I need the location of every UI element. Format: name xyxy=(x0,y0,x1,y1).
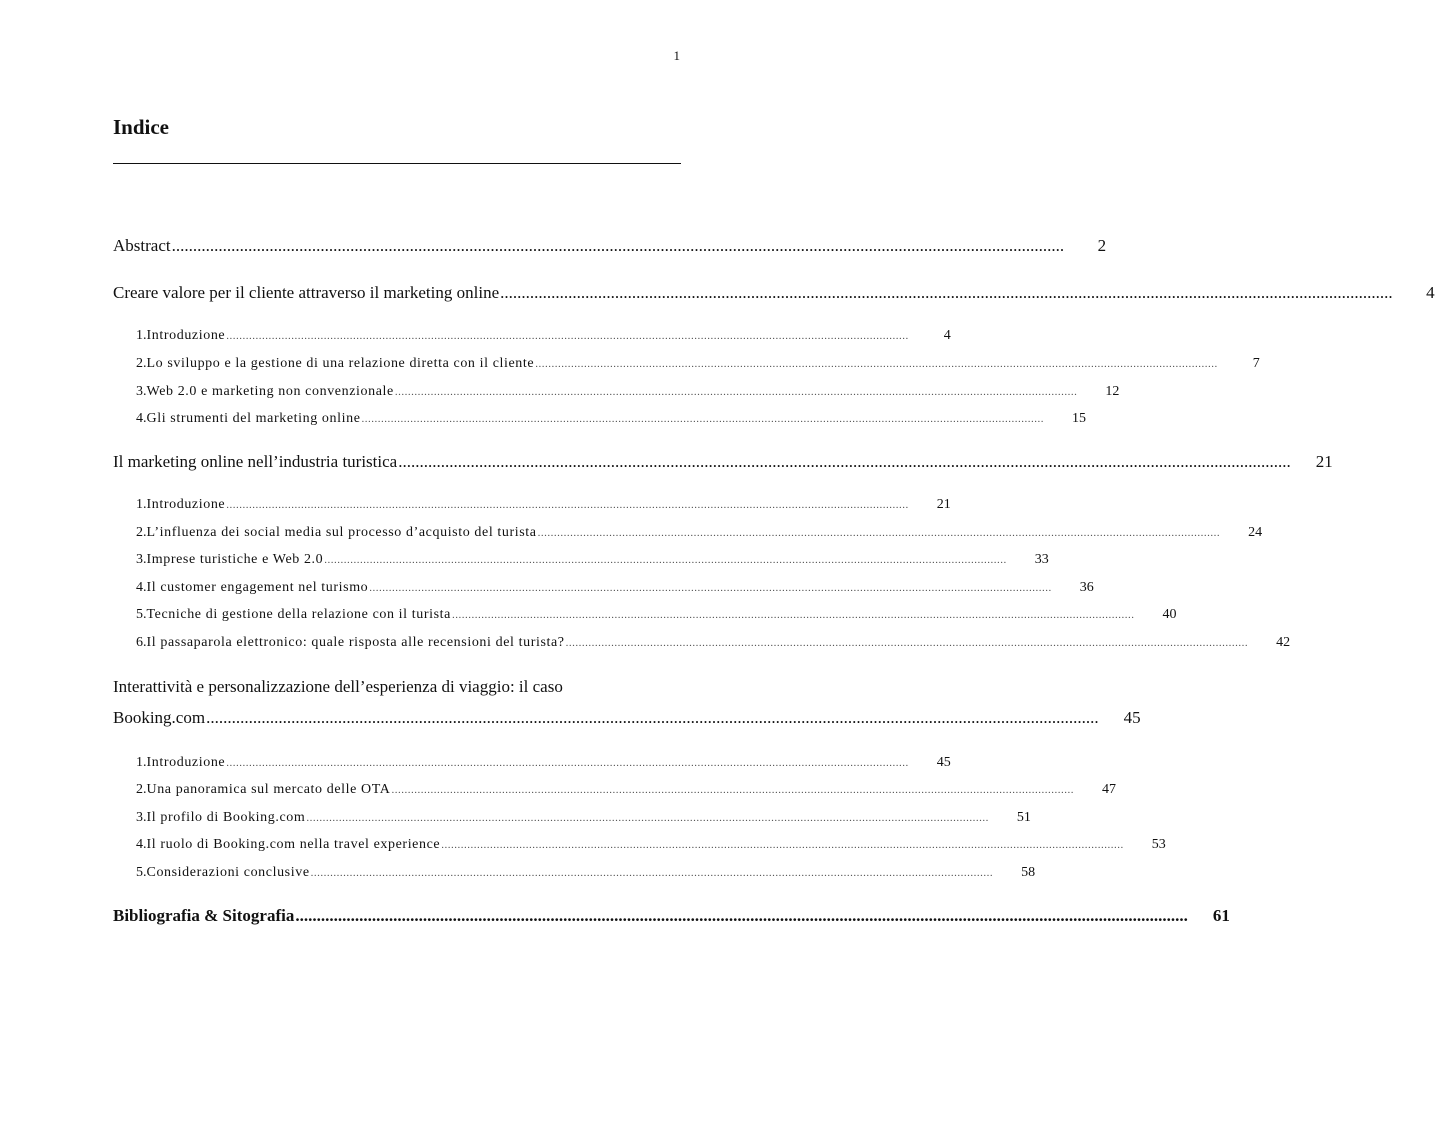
toc-section[interactable] xyxy=(136,497,951,513)
section-page: 47 xyxy=(1102,782,1117,797)
section-label: Introduzione xyxy=(146,497,226,512)
toc-entry-label: Abstract xyxy=(113,236,171,255)
dot-leader: .................................................................................................................................................................................................................. xyxy=(369,582,1052,594)
toc-section[interactable] xyxy=(136,837,1166,853)
dot-leader: .................................................................................................................................................................................................................. xyxy=(391,784,1075,796)
dot-leader: .................................................................................................................................................................................................................. xyxy=(565,637,1249,649)
section-label: Lo sviluppo e la gestione di una relazione diretta con il cliente xyxy=(146,356,535,371)
section-page: 42 xyxy=(1276,635,1291,650)
section-label: Gli strumenti del marketing online xyxy=(146,411,361,426)
section-number: 5. xyxy=(136,865,147,880)
section-number: 4. xyxy=(136,411,147,426)
section-number: 3. xyxy=(136,810,147,825)
dot-leader: .................................................................................................................................................................................................................. xyxy=(324,554,1007,566)
toc-entry-page: 21 xyxy=(1315,452,1333,471)
dot-leader: .................................................................................................................................................................................................................. xyxy=(537,527,1221,539)
toc-chapter-3-line1[interactable]: Interattività e personalizzazione dell’esperienza di viaggio: il caso xyxy=(113,677,563,696)
section-label: Web 2.0 e marketing non convenzionale xyxy=(146,384,394,399)
toc-entry-label: Bibliografia & Sitografia xyxy=(113,906,295,925)
page-title: Indice xyxy=(113,115,170,139)
dot-leader: .................................................................................................................................................................................................................. xyxy=(361,413,1045,425)
toc-section[interactable] xyxy=(136,865,1036,881)
section-number: 1. xyxy=(136,328,147,343)
section-label: Una panoramica sul mercato delle OTA xyxy=(146,782,391,797)
toc-section[interactable] xyxy=(136,810,1031,826)
toc-entry-page: 61 xyxy=(1212,906,1230,925)
section-number: 2. xyxy=(136,525,147,540)
section-number: 4. xyxy=(136,580,147,595)
section-page: 21 xyxy=(936,497,951,512)
section-page: 4 xyxy=(943,328,951,343)
section-page: 12 xyxy=(1105,384,1120,399)
toc-section[interactable] xyxy=(136,356,1260,372)
section-page: 53 xyxy=(1151,837,1166,852)
section-label: L’influenza dei social media sul processo d’acquisto del turista xyxy=(146,525,537,540)
section-page: 15 xyxy=(1072,411,1087,426)
toc-chapter-3[interactable] xyxy=(113,708,1141,728)
toc-section[interactable] xyxy=(136,552,1049,568)
section-label: Imprese turistiche e Web 2.0 xyxy=(146,552,324,567)
dot-leader: .................................................................................................................................................................................................................. xyxy=(310,867,994,879)
section-label: Tecniche di gestione della relazione con il turista xyxy=(146,607,451,622)
section-label: Introduzione xyxy=(146,328,226,343)
toc-entry-page: 2 xyxy=(1097,236,1107,255)
toc-entry-page: 4 xyxy=(1426,283,1435,302)
toc-chapter-1[interactable] xyxy=(113,283,1435,303)
toc-section[interactable] xyxy=(136,525,1263,541)
section-number: 5. xyxy=(136,607,147,622)
dot-leader: .................................................................................................................................................................................................................. xyxy=(451,609,1135,621)
section-page: 58 xyxy=(1021,865,1036,880)
toc-section[interactable] xyxy=(136,384,1120,400)
dot-leader: .................................................................................................................................................................................................................. xyxy=(171,236,1065,255)
section-label: Il ruolo di Booking.com nella travel experience xyxy=(146,837,441,852)
section-page: 40 xyxy=(1162,607,1177,622)
dot-leader: .................................................................................................................................................................................................................. xyxy=(535,358,1218,370)
section-number: 2. xyxy=(136,782,147,797)
toc-section[interactable] xyxy=(136,411,1087,427)
section-page: 36 xyxy=(1079,580,1094,595)
page-number: 1 xyxy=(673,48,680,63)
section-number: 1. xyxy=(136,497,147,512)
toc-section[interactable] xyxy=(136,782,1117,798)
section-page: 24 xyxy=(1248,525,1263,540)
toc-entry-label: Booking.com xyxy=(113,708,206,727)
toc-section[interactable] xyxy=(136,635,1291,651)
section-label: Introduzione xyxy=(146,755,226,770)
section-number: 3. xyxy=(136,552,147,567)
toc-chapter-2[interactable] xyxy=(113,452,1333,472)
section-label: Il passaparola elettronico: quale risposta alle recensioni del turista? xyxy=(146,635,565,650)
section-label: Il customer engagement nel turismo xyxy=(146,580,369,595)
section-number: 3. xyxy=(136,384,147,399)
dot-leader: .................................................................................................................................................................................................................. xyxy=(226,757,909,769)
dot-leader: .................................................................................................................................................................................................................. xyxy=(500,283,1393,302)
toc-section[interactable] xyxy=(136,328,951,344)
section-label: Il profilo di Booking.com xyxy=(146,810,306,825)
dot-leader: .................................................................................................................................................................................................................. xyxy=(206,708,1099,727)
toc-section[interactable] xyxy=(136,607,1177,623)
dot-leader: .................................................................................................................................................................................................................. xyxy=(226,499,909,511)
dot-leader: .................................................................................................................................................................................................................. xyxy=(295,906,1188,925)
toc-section[interactable] xyxy=(136,755,951,771)
toc-entry-label: Il marketing online nell’industria turistica xyxy=(113,452,398,471)
section-label: Considerazioni conclusive xyxy=(146,865,310,880)
section-number: 6. xyxy=(136,635,147,650)
dot-leader: .................................................................................................................................................................................................................. xyxy=(226,330,909,342)
dot-leader: .................................................................................................................................................................................................................. xyxy=(394,386,1078,398)
section-number: 4. xyxy=(136,837,147,852)
toc-section[interactable] xyxy=(136,580,1094,596)
section-page: 51 xyxy=(1016,810,1031,825)
section-page: 45 xyxy=(936,755,951,770)
section-page: 33 xyxy=(1034,552,1049,567)
toc-entry-bibliography[interactable] xyxy=(113,906,1230,926)
dot-leader: .................................................................................................................................................................................................................. xyxy=(306,812,989,824)
section-number: 1. xyxy=(136,755,147,770)
section-number: 2. xyxy=(136,356,147,371)
title-divider xyxy=(113,163,681,164)
toc-entry-abstract[interactable] xyxy=(113,236,1107,256)
section-page: 7 xyxy=(1252,356,1260,371)
toc-entry-page: 45 xyxy=(1123,708,1141,727)
dot-leader: .................................................................................................................................................................................................................. xyxy=(398,452,1291,471)
toc-entry-label: Creare valore per il cliente attraverso il marketing online xyxy=(113,283,500,302)
dot-leader: .................................................................................................................................................................................................................. xyxy=(441,839,1124,851)
